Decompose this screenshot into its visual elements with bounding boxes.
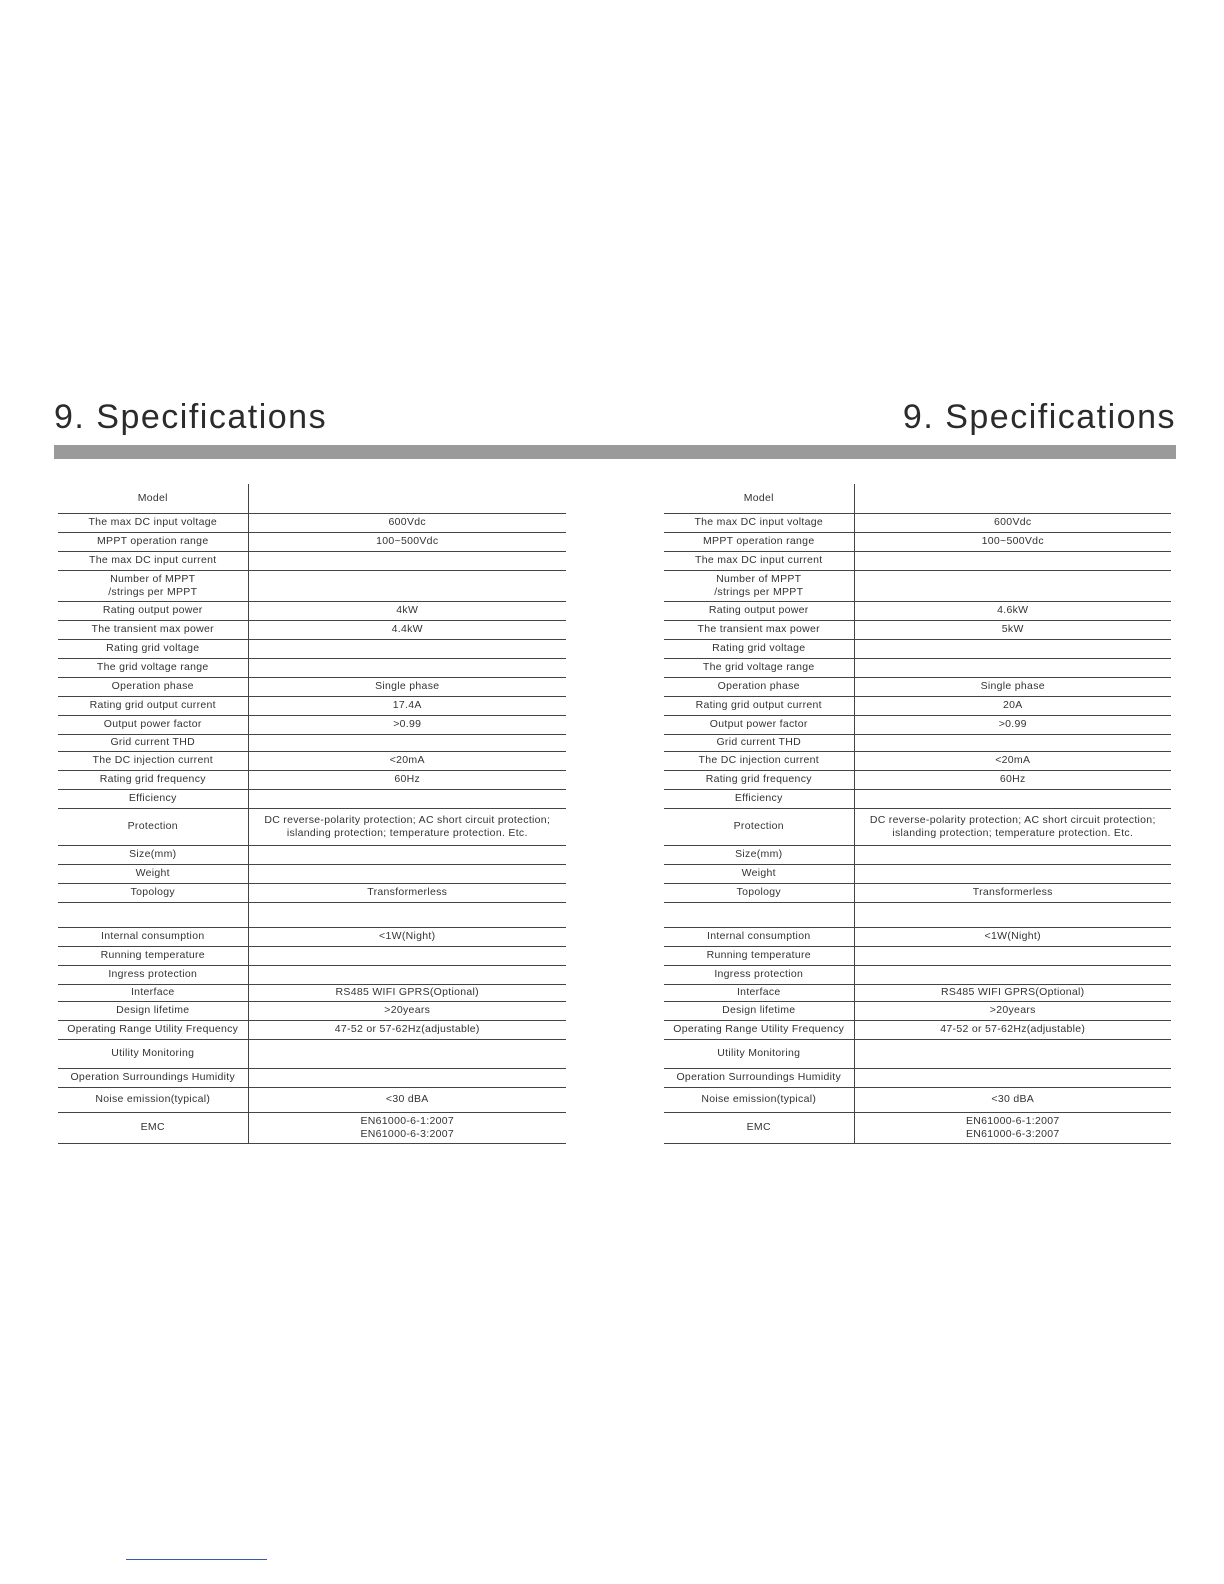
spec-label: Weight bbox=[58, 864, 248, 883]
spec-value bbox=[854, 484, 1171, 513]
spec-value bbox=[854, 902, 1171, 927]
spec-table-right bbox=[664, 484, 1171, 1144]
spec-label: Rating grid voltage bbox=[58, 639, 248, 658]
spec-row bbox=[58, 789, 566, 808]
spec-value bbox=[248, 551, 566, 570]
spec-row bbox=[58, 1039, 566, 1068]
spec-row bbox=[58, 965, 566, 984]
spec-value bbox=[248, 864, 566, 883]
spec-label: Efficiency bbox=[58, 789, 248, 808]
spec-row bbox=[664, 902, 1171, 927]
spec-row bbox=[664, 532, 1171, 551]
spec-value: EN61000-6-1:2007 EN61000-6-3:2007 bbox=[248, 1112, 566, 1143]
spec-value: 5kW bbox=[854, 620, 1171, 639]
spec-value: 60Hz bbox=[854, 770, 1171, 789]
spec-row bbox=[664, 551, 1171, 570]
spec-label: The max DC input current bbox=[58, 551, 248, 570]
spec-label: Ingress protection bbox=[664, 965, 854, 984]
spec-label: Operating Range Utility Frequency bbox=[58, 1020, 248, 1039]
spec-row bbox=[664, 845, 1171, 864]
spec-label: Rating output power bbox=[664, 601, 854, 620]
spec-value bbox=[854, 864, 1171, 883]
spec-label bbox=[664, 902, 854, 927]
spec-label: Weight bbox=[664, 864, 854, 883]
spec-row bbox=[58, 734, 566, 751]
spec-label: Internal consumption bbox=[58, 927, 248, 946]
spec-value bbox=[248, 946, 566, 965]
spec-value: 4.4kW bbox=[248, 620, 566, 639]
spec-label: EMC bbox=[58, 1112, 248, 1143]
spec-label: Efficiency bbox=[664, 789, 854, 808]
spec-label: Design lifetime bbox=[58, 1001, 248, 1020]
spec-row bbox=[58, 551, 566, 570]
spec-row bbox=[58, 601, 566, 620]
spec-row bbox=[664, 620, 1171, 639]
spec-label: The DC injection current bbox=[664, 751, 854, 770]
spec-value: <30 dBA bbox=[854, 1087, 1171, 1112]
spec-row bbox=[58, 984, 566, 1001]
spec-label: Operation phase bbox=[664, 677, 854, 696]
spec-label: Ingress protection bbox=[58, 965, 248, 984]
spec-value: 100~500Vdc bbox=[248, 532, 566, 551]
spec-row bbox=[664, 751, 1171, 770]
spec-value: DC reverse-polarity protection; AC short circuit protection; islanding protection; temperature protection. Etc. bbox=[248, 808, 566, 845]
spec-value bbox=[248, 1039, 566, 1068]
spec-row bbox=[664, 965, 1171, 984]
spec-label: Operation phase bbox=[58, 677, 248, 696]
spec-value bbox=[248, 789, 566, 808]
spec-label: Rating grid output current bbox=[58, 696, 248, 715]
spec-row bbox=[664, 696, 1171, 715]
spec-value: >20years bbox=[854, 1001, 1171, 1020]
spec-value bbox=[854, 845, 1171, 864]
spec-row bbox=[58, 513, 566, 532]
page-title-left: 9. Specifications bbox=[54, 398, 328, 436]
spec-value: <20mA bbox=[854, 751, 1171, 770]
spec-label: Grid current THD bbox=[58, 734, 248, 751]
spec-value: 4kW bbox=[248, 601, 566, 620]
spec-value bbox=[854, 734, 1171, 751]
spec-value bbox=[248, 845, 566, 864]
spec-value: Transformerless bbox=[248, 883, 566, 902]
spec-row bbox=[664, 484, 1171, 513]
spec-row bbox=[664, 1112, 1171, 1143]
spec-value: DC reverse-polarity protection; AC short circuit protection; islanding protection; temperature protection. Etc. bbox=[854, 808, 1171, 845]
spec-row bbox=[58, 927, 566, 946]
spec-label: MPPT operation range bbox=[58, 532, 248, 551]
spec-row bbox=[664, 883, 1171, 902]
spec-value bbox=[854, 789, 1171, 808]
spec-value: 60Hz bbox=[248, 770, 566, 789]
spec-row bbox=[664, 1039, 1171, 1068]
spec-value: 17.4A bbox=[248, 696, 566, 715]
spec-label: Topology bbox=[58, 883, 248, 902]
spec-label: Protection bbox=[58, 808, 248, 845]
spec-row bbox=[664, 789, 1171, 808]
spec-label: The grid voltage range bbox=[58, 658, 248, 677]
spec-row bbox=[58, 484, 566, 513]
spec-label: Interface bbox=[664, 984, 854, 1001]
spec-label: Rating output power bbox=[58, 601, 248, 620]
spec-label: EMC bbox=[664, 1112, 854, 1143]
spec-value bbox=[248, 902, 566, 927]
spec-value bbox=[854, 1039, 1171, 1068]
spec-row bbox=[58, 1001, 566, 1020]
spec-label: Noise emission(typical) bbox=[664, 1087, 854, 1112]
spec-label: Operation Surroundings Humidity bbox=[664, 1068, 854, 1087]
spec-value: RS485 WIFI GPRS(Optional) bbox=[248, 984, 566, 1001]
spec-label: Topology bbox=[664, 883, 854, 902]
spec-label: Utility Monitoring bbox=[664, 1039, 854, 1068]
spec-label: Grid current THD bbox=[664, 734, 854, 751]
spec-value: >0.99 bbox=[248, 715, 566, 734]
spec-row bbox=[58, 1112, 566, 1143]
spec-row bbox=[58, 696, 566, 715]
spec-label: Interface bbox=[58, 984, 248, 1001]
spec-value bbox=[248, 658, 566, 677]
spec-row bbox=[58, 883, 566, 902]
spec-value bbox=[248, 1068, 566, 1087]
spec-value bbox=[854, 658, 1171, 677]
spec-label: The max DC input voltage bbox=[664, 513, 854, 532]
spec-label: Model bbox=[58, 484, 248, 513]
spec-row bbox=[664, 770, 1171, 789]
spec-value bbox=[248, 965, 566, 984]
spec-value: 100~500Vdc bbox=[854, 532, 1171, 551]
spec-label: Rating grid frequency bbox=[58, 770, 248, 789]
spec-label: Output power factor bbox=[664, 715, 854, 734]
spec-label: Operation Surroundings Humidity bbox=[58, 1068, 248, 1087]
spec-value bbox=[248, 734, 566, 751]
spec-label: MPPT operation range bbox=[664, 532, 854, 551]
spec-value bbox=[854, 551, 1171, 570]
spec-row bbox=[58, 902, 566, 927]
footer-link-underline bbox=[126, 1559, 267, 1560]
spec-label: Output power factor bbox=[58, 715, 248, 734]
spec-row bbox=[664, 715, 1171, 734]
spec-row bbox=[664, 1087, 1171, 1112]
spec-value bbox=[854, 570, 1171, 601]
spec-label: Protection bbox=[664, 808, 854, 845]
spec-label: Model bbox=[664, 484, 854, 513]
spec-value: <1W(Night) bbox=[854, 927, 1171, 946]
spec-value: <30 dBA bbox=[248, 1087, 566, 1112]
spec-value bbox=[248, 570, 566, 601]
spec-value: >0.99 bbox=[854, 715, 1171, 734]
spec-row bbox=[58, 677, 566, 696]
spec-row bbox=[664, 677, 1171, 696]
spec-label: Utility Monitoring bbox=[58, 1039, 248, 1068]
spec-row bbox=[58, 620, 566, 639]
spec-row bbox=[664, 984, 1171, 1001]
spec-row bbox=[58, 946, 566, 965]
spec-label: Running temperature bbox=[58, 946, 248, 965]
spec-row bbox=[58, 658, 566, 677]
spec-label: The transient max power bbox=[58, 620, 248, 639]
spec-value bbox=[854, 1068, 1171, 1087]
spec-row bbox=[58, 751, 566, 770]
spec-value: Transformerless bbox=[854, 883, 1171, 902]
spec-label: Size(mm) bbox=[58, 845, 248, 864]
spec-row bbox=[664, 1001, 1171, 1020]
spec-value: >20years bbox=[248, 1001, 566, 1020]
spec-value: RS485 WIFI GPRS(Optional) bbox=[854, 984, 1171, 1001]
spec-row bbox=[664, 808, 1171, 845]
spec-row bbox=[664, 864, 1171, 883]
spec-row bbox=[664, 658, 1171, 677]
spec-value: 47-52 or 57-62Hz(adjustable) bbox=[854, 1020, 1171, 1039]
spec-label: Rating grid voltage bbox=[664, 639, 854, 658]
spec-value: 20A bbox=[854, 696, 1171, 715]
spec-label: Noise emission(typical) bbox=[58, 1087, 248, 1112]
spec-row bbox=[664, 513, 1171, 532]
spec-row bbox=[58, 570, 566, 601]
spec-row bbox=[664, 601, 1171, 620]
spec-row bbox=[664, 570, 1171, 601]
spec-label: Rating grid frequency bbox=[664, 770, 854, 789]
spec-value: <1W(Night) bbox=[248, 927, 566, 946]
spec-row bbox=[58, 770, 566, 789]
spec-label: Design lifetime bbox=[664, 1001, 854, 1020]
spec-label: The grid voltage range bbox=[664, 658, 854, 677]
spec-label: Internal consumption bbox=[664, 927, 854, 946]
spec-value: 600Vdc bbox=[854, 513, 1171, 532]
spec-value bbox=[248, 639, 566, 658]
spec-row bbox=[58, 532, 566, 551]
spec-label: The DC injection current bbox=[58, 751, 248, 770]
spec-label: Rating grid output current bbox=[664, 696, 854, 715]
header-divider-bar bbox=[54, 445, 1176, 459]
spec-row bbox=[58, 1020, 566, 1039]
spec-row bbox=[664, 1068, 1171, 1087]
spec-label: The max DC input current bbox=[664, 551, 854, 570]
spec-label: Number of MPPT /strings per MPPT bbox=[58, 570, 248, 601]
spec-value: EN61000-6-1:2007 EN61000-6-3:2007 bbox=[854, 1112, 1171, 1143]
spec-row bbox=[664, 946, 1171, 965]
spec-row bbox=[58, 1087, 566, 1112]
spec-label bbox=[58, 902, 248, 927]
spec-row bbox=[58, 845, 566, 864]
spec-value bbox=[248, 484, 566, 513]
spec-table-left bbox=[58, 484, 566, 1144]
spec-value: Single phase bbox=[248, 677, 566, 696]
spec-label: The transient max power bbox=[664, 620, 854, 639]
spec-value: 4.6kW bbox=[854, 601, 1171, 620]
spec-row bbox=[58, 1068, 566, 1087]
spec-value bbox=[854, 639, 1171, 658]
spec-row bbox=[664, 734, 1171, 751]
spec-label: Operating Range Utility Frequency bbox=[664, 1020, 854, 1039]
spec-value bbox=[854, 946, 1171, 965]
spec-row bbox=[58, 715, 566, 734]
spec-value bbox=[854, 965, 1171, 984]
spec-row bbox=[664, 927, 1171, 946]
spec-row bbox=[58, 808, 566, 845]
spec-row bbox=[58, 639, 566, 658]
spec-label: The max DC input voltage bbox=[58, 513, 248, 532]
page-title-right: 9. Specifications bbox=[902, 398, 1176, 436]
spec-label: Number of MPPT /strings per MPPT bbox=[664, 570, 854, 601]
spec-row bbox=[664, 639, 1171, 658]
spec-label: Running temperature bbox=[664, 946, 854, 965]
spec-value: 47-52 or 57-62Hz(adjustable) bbox=[248, 1020, 566, 1039]
spec-label: Size(mm) bbox=[664, 845, 854, 864]
spec-value: <20mA bbox=[248, 751, 566, 770]
spec-value: 600Vdc bbox=[248, 513, 566, 532]
spec-value: Single phase bbox=[854, 677, 1171, 696]
spec-row bbox=[664, 1020, 1171, 1039]
spec-row bbox=[58, 864, 566, 883]
